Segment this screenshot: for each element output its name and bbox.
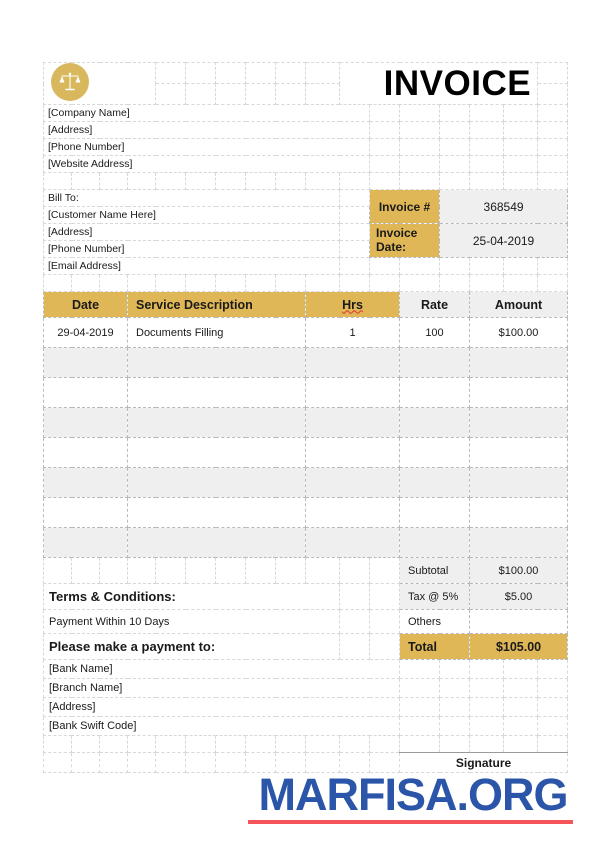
company-address: [Address] [44,122,370,139]
invoice-number-value: 368549 [440,190,568,224]
signature-label: Signature [400,753,568,773]
customer-address-row [44,224,568,241]
customer-address: [Address] [44,224,340,241]
bank-address-row [44,698,568,717]
total-value: $105.00 [470,634,568,660]
bank-name: [Bank Name] [44,660,400,679]
item-rate: 100 [400,318,470,348]
bank-swift-row [44,717,568,736]
customer-name: [Customer Name Here] [44,207,340,224]
total-label: Total [400,634,470,660]
column-header-rate: Rate [400,292,470,318]
payment-heading-row [44,634,568,660]
item-amount: $100.00 [470,318,568,348]
header-row-1 [44,63,568,84]
item-date: 29-04-2019 [44,318,128,348]
subtotal-row [44,558,568,584]
subtotal-label: Subtotal [400,558,470,584]
table-row-empty [44,408,568,438]
column-header-description: Service Description [128,292,306,318]
watermark [248,769,578,824]
subtotal-value: $100.00 [470,558,568,584]
table-row-empty [44,348,568,378]
company-phone: [Phone Number] [44,139,370,156]
watermark-underline [248,820,573,824]
bank-swift-code: [Bank Swift Code] [44,717,400,736]
column-header-date: Date [44,292,128,318]
terms-text: Payment Within 10 Days [44,610,340,634]
table-row-empty [44,498,568,528]
customer-email: [Email Address] [44,258,340,275]
terms-heading: Terms & Conditions: [44,584,340,610]
terms-text-row [44,610,568,634]
company-website: [Website Address] [44,156,370,173]
branch-name: [Branch Name] [44,679,400,698]
others-label: Others [400,610,470,634]
tax-value: $5.00 [470,584,568,610]
company-name: [Company Name] [44,105,370,122]
table-row [44,318,568,348]
items-table-header [44,292,568,318]
company-phone-row [44,139,568,156]
terms-heading-row [44,584,568,610]
spacer-row-3 [44,736,568,753]
bill-to-row [44,190,568,207]
branch-name-row [44,679,568,698]
spacer-row-1 [44,173,568,190]
table-row-empty [44,438,568,468]
item-hrs: 1 [306,318,400,348]
page-title: INVOICE [340,63,538,105]
company-address-row [44,122,568,139]
column-header-hrs: Hrs [306,292,400,318]
invoice-date-value: 25-04-2019 [440,224,568,258]
customer-phone: [Phone Number] [44,241,340,258]
bill-to-label: Bill To: [44,190,340,207]
customer-email-row [44,258,568,275]
others-value [470,610,568,634]
column-header-amount: Amount [470,292,568,318]
item-description: Documents Filling [128,318,306,348]
watermark-text: MARFISA.ORG [258,769,568,820]
spacer-row-2 [44,275,568,292]
logo-cell [44,63,156,105]
bank-name-row [44,660,568,679]
tax-label: Tax @ 5% [400,584,470,610]
table-row-empty [44,468,568,498]
payment-heading: Please make a payment to: [44,634,340,660]
bank-address: [Address] [44,698,400,717]
invoice-number-label: Invoice # [370,190,440,224]
company-website-row [44,156,568,173]
invoice-sheet [43,62,568,773]
company-name-row [44,105,568,122]
scales-of-justice-icon [51,63,89,101]
table-row-empty [44,528,568,558]
table-row-empty [44,378,568,408]
invoice-date-label: Invoice Date: [370,224,440,258]
